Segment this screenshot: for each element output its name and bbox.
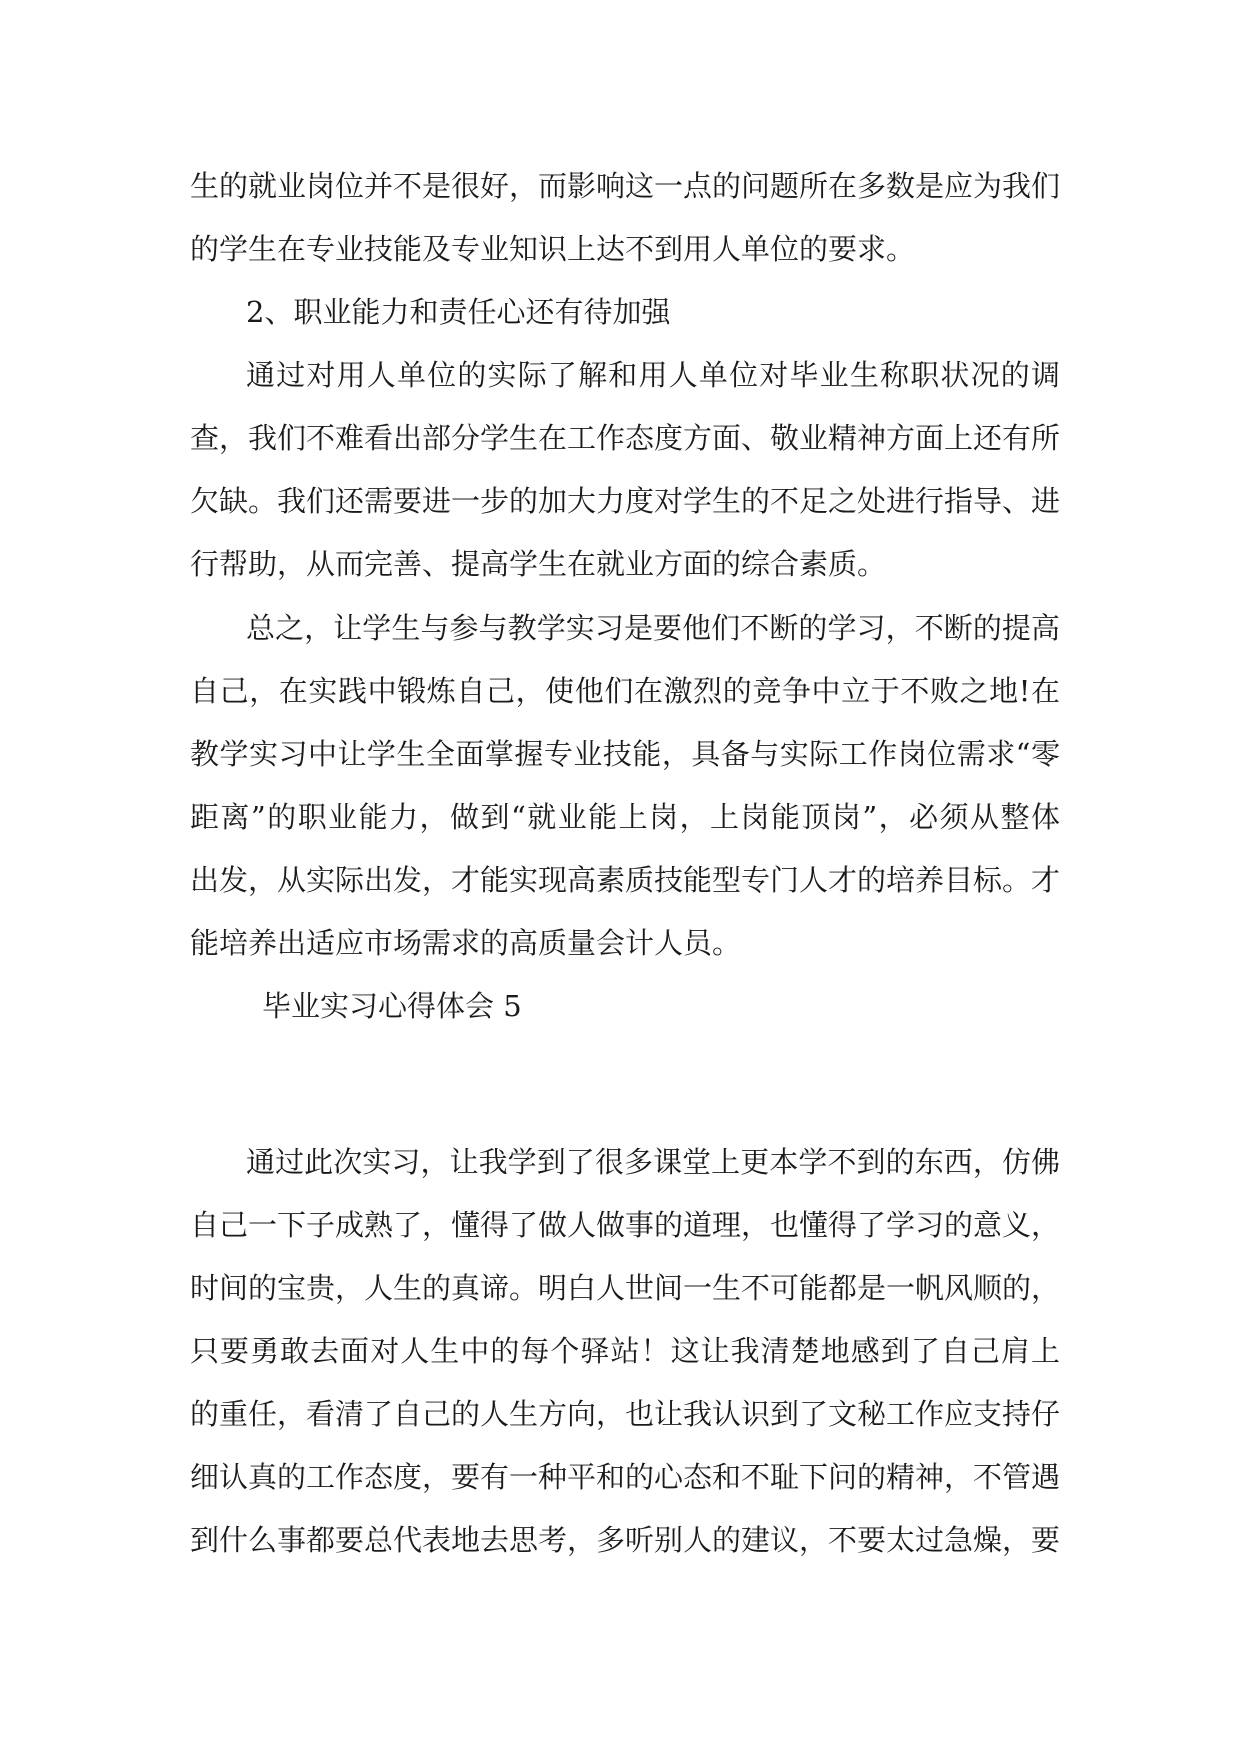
text-line: 出发，从实际出发，才能实现高素质技能型专门人才的培养目标。才 bbox=[190, 863, 1061, 897]
text-line: 自己一下子成熟了，懂得了做人做事的道理，也懂得了学习的意义， bbox=[190, 1208, 1061, 1242]
text-line: 欠缺。我们还需要进一步的加大力度对学生的不足之处进行指导、进 bbox=[190, 484, 1061, 518]
text-line: 只要勇敢去面对人生中的每个驿站！这让我清楚地感到了自己肩上 bbox=[190, 1334, 1060, 1368]
text-line: 行帮助，从而完善、提高学生在就业方面的综合素质。 bbox=[190, 547, 887, 581]
section-title: 毕业实习心得体会 5 bbox=[262, 989, 522, 1023]
paragraph-first-line: 通过对用人单位的实际了解和用人单位对毕业生称职状况的调 bbox=[246, 358, 1060, 392]
text-line: 细认真的工作态度，要有一种平和的心态和不耻下问的精神，不管遇 bbox=[190, 1460, 1061, 1494]
text-line: 时间的宝贵，人生的真谛。明白人世间一生不可能都是一帆风顺的， bbox=[190, 1271, 1061, 1305]
text-line: 生的就业岗位并不是很好，而影响这一点的问题所在多数是应为我们 bbox=[190, 169, 1061, 203]
paragraph-first-line: 总之，让学生与参与教学实习是要他们不断的学习，不断的提高 bbox=[246, 611, 1060, 645]
text-line: 到什么事都要总代表地去思考，多听别人的建议，不要太过急燥，要 bbox=[190, 1523, 1061, 1557]
text-line: 教学实习中让学生全面掌握专业技能，具备与实际工作岗位需求“零 bbox=[190, 737, 1060, 771]
text-line: 的学生在专业技能及专业知识上达不到用人单位的要求。 bbox=[190, 232, 916, 266]
paragraph-first-line: 通过此次实习，让我学到了很多课堂上更本学不到的东西，仿佛 bbox=[246, 1145, 1060, 1179]
text-line: 距离”的职业能力，做到“就业能上岗，上岗能顶岗”，必须从整体 bbox=[190, 800, 1060, 834]
text-line: 的重任，看清了自己的人生方向，也让我认识到了文秘工作应支持仔 bbox=[190, 1397, 1061, 1431]
text-line: 查，我们不难看出部分学生在工作态度方面、敬业精神方面上还有所 bbox=[190, 421, 1061, 455]
section-heading: 2、职业能力和责任心还有待加强 bbox=[246, 295, 671, 329]
text-line: 能培养出适应市场需求的高质量会计人员。 bbox=[190, 926, 742, 960]
text-line: 自己，在实践中锻炼自己，使他们在激烈的竞争中立于不败之地!在 bbox=[190, 674, 1060, 708]
